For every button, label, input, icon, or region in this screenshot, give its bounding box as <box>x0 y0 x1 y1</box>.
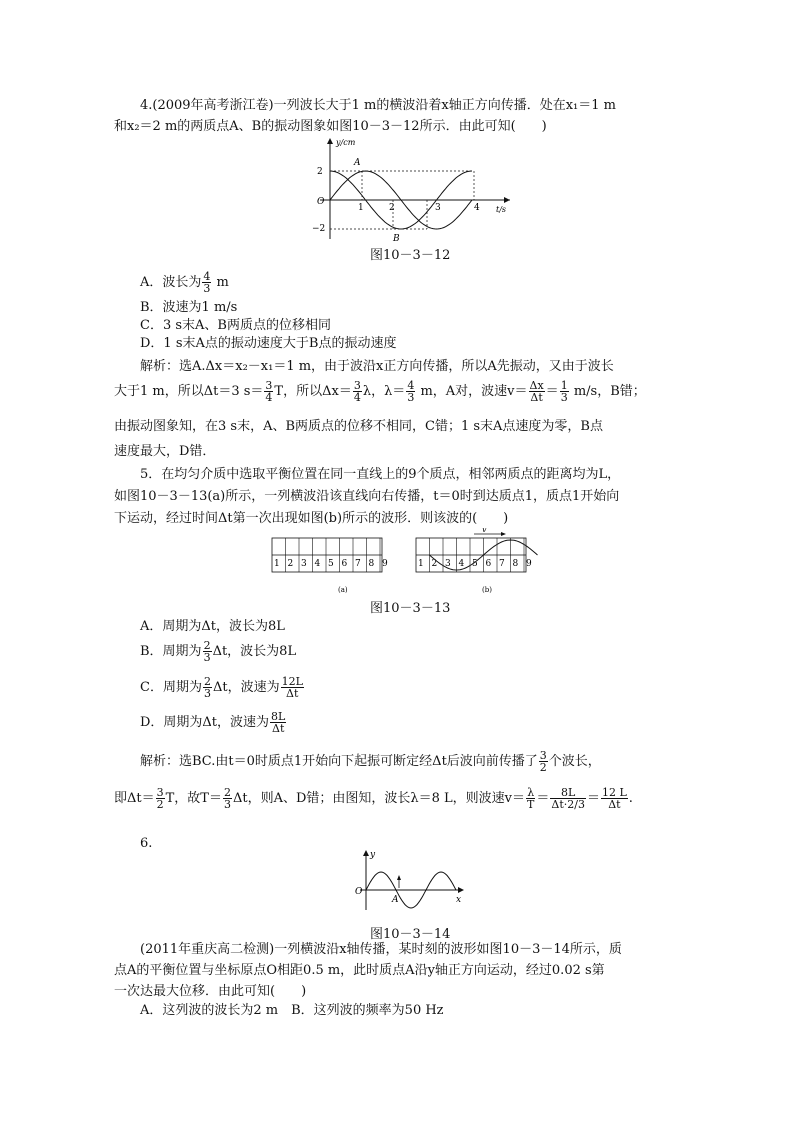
text: 大于1 m，所以Δt＝3 s＝ <box>114 384 264 399</box>
frac <box>353 380 362 403</box>
q6-line-2: 点A的平衡位置与坐标原点O相距0.5 m，此时质点A沿y轴正方向运动，经过0.02 s第 <box>114 963 605 978</box>
frac-num: 4 <box>203 270 211 283</box>
frac <box>406 380 415 403</box>
q4-option-d: D．1 s末A点的振动速度大于B点的振动速度 <box>140 336 397 351</box>
fig2-particle-label: 4 <box>458 559 465 569</box>
text: T，故T＝ <box>165 791 222 806</box>
fig2-v-arrowhead <box>501 532 506 536</box>
q5-option-d <box>140 711 287 734</box>
text: . <box>628 791 633 806</box>
frac <box>601 787 628 810</box>
q4-option-c: C．3 s末A、B两质点的位移相同 <box>140 318 331 333</box>
fig1-tick-4: 4 <box>474 203 480 213</box>
frac-num: 2 <box>223 786 231 799</box>
fig2-particle-label: 2 <box>287 559 294 569</box>
frac-num: 1 <box>560 379 568 392</box>
fig2-particle-label: 5 <box>328 559 334 569</box>
q5-solution-line-2 <box>114 787 633 810</box>
fig1-x-arrow <box>504 197 510 203</box>
fig2-particle-label: 9 <box>526 559 532 569</box>
fig1-origin: O <box>317 197 325 207</box>
fig2-particle-label: 7 <box>499 559 505 569</box>
fig3-y-arrow <box>363 850 369 856</box>
fig2-particle-label: 8 <box>512 559 519 569</box>
frac-num: 12L <box>281 675 303 688</box>
text: C．周期为 <box>140 680 202 695</box>
frac-num: 3 <box>539 749 547 762</box>
fig1-t-label: t/s <box>496 205 507 214</box>
frac-den: T <box>527 798 535 811</box>
fig3-point-a: A <box>392 895 399 905</box>
figure-10-3-13 <box>268 528 558 596</box>
frac-den: 3 <box>560 391 568 404</box>
frac <box>264 380 273 403</box>
frac-den: 2 <box>539 761 547 774</box>
fig2-particle-label: 1 <box>274 559 280 569</box>
frac-num: λ <box>527 786 535 799</box>
fig1-y-arrow <box>327 138 333 144</box>
fig3-x-label: x <box>456 895 462 905</box>
frac-num: 4 <box>407 379 415 392</box>
text: B．周期为 <box>140 644 202 659</box>
q4-option-b: B．波速为1 m/s <box>140 300 238 315</box>
frac-den: 3 <box>407 391 415 404</box>
frac <box>270 711 286 734</box>
q5-solution-line-1 <box>140 750 601 773</box>
text: λ，λ＝ <box>362 384 406 399</box>
frac <box>156 787 165 810</box>
frac-num: 2 <box>203 639 211 652</box>
frac <box>526 787 535 810</box>
q4-opt-a-frac <box>202 271 211 294</box>
text: Δt，波速为 <box>212 680 280 695</box>
q4-solution-line-3: 由振动图象知，在3 s末，A、B两质点的位移不相同，C错；1 s末A点速度为零，B点 <box>114 419 603 434</box>
text: 个波长， <box>548 754 601 769</box>
text: m，A对，波速v＝ <box>416 384 528 399</box>
q5-option-c <box>140 676 305 699</box>
fig3-y-label: y <box>370 850 376 860</box>
fig2-v-label: v <box>482 528 487 534</box>
fig2-particle-label: 1 <box>418 559 424 569</box>
text: ＝ <box>536 791 550 806</box>
frac-num: 8L <box>550 787 586 799</box>
fig2-panel-a <box>272 538 388 572</box>
frac-den: 3 <box>203 282 211 295</box>
text: 解析：选BC.由t＝0时质点1开始向下起振可断定经Δt后波向前传播了 <box>140 754 538 769</box>
fig1-point-b: B <box>393 234 400 244</box>
fig1-y-pos: 2 <box>317 167 323 177</box>
q5-figure-caption: 图10－3－13 <box>370 601 451 616</box>
frac-num: 2 <box>203 675 211 688</box>
fig2-panel-b <box>416 538 532 572</box>
q4-option-a <box>140 271 229 294</box>
fig2-particle-label: 4 <box>314 559 321 569</box>
frac-num: 3 <box>353 379 361 392</box>
q5-line-2: 如图10－3－13(a)所示，一列横波沿该直线向右传播，t＝0时到达质点1，质点1开始向 <box>114 489 620 504</box>
q6-number: 6. <box>140 836 153 851</box>
q4-line-2: 和x₂＝2 m的两质点A、B的振动图象如图10－3－12所示．由此可知( ) <box>114 119 547 134</box>
q5-line-1: 5．在均匀介质中选取平衡位置在同一直线上的9个质点，相邻两质点的距离均为L， <box>140 467 621 482</box>
q6-line-1: (2011年重庆高二检测)一列横波沿x轴传播，某时刻的波形如图10－3－14所示，质 <box>140 942 622 957</box>
q6-options-ab: A．这列波的波长为2 m B．这列波的频率为50 Hz <box>140 1003 444 1018</box>
frac-num: 3 <box>156 786 164 799</box>
fig2-particle-label: 3 <box>301 559 307 569</box>
fig2-particle-label: 5 <box>472 559 478 569</box>
fig2-particle-label: 9 <box>382 559 388 569</box>
frac-den: Δt <box>272 722 285 735</box>
q4-line-1: 4.(2009年高考浙江卷)一列波长大于1 m的横波沿着x轴正方向传播．处在x₁＝1 m <box>140 98 616 113</box>
q4-figure-caption: 图10－3－12 <box>370 248 451 263</box>
frac <box>529 380 545 403</box>
text: ＝ <box>545 384 559 399</box>
frac-den: Δt <box>286 687 299 700</box>
figure-10-3-12 <box>300 134 520 244</box>
frac <box>203 676 212 699</box>
text: D．周期为Δt，波速为 <box>140 715 270 730</box>
frac-den: 2 <box>156 798 164 811</box>
q6-figure-caption: 图10－3－14 <box>370 927 451 942</box>
text: 即Δt＝ <box>114 791 155 806</box>
frac-num: Δx <box>529 379 544 392</box>
q4-solution-line-2 <box>114 380 646 403</box>
frac-den: 3 <box>203 651 211 664</box>
frac-num: 12 L <box>601 786 627 799</box>
frac-den: 4 <box>265 391 273 404</box>
fig2-particle-label: 6 <box>485 559 492 569</box>
q5-line-3: 下运动，经过时间Δt第一次出现如图(b)所示的波形．则该波的( ) <box>114 511 509 526</box>
fig1-point-a: A <box>354 158 361 168</box>
frac-num: 3 <box>265 379 273 392</box>
frac-den: 3 <box>223 798 231 811</box>
q4-opt-a-post: m <box>212 275 229 290</box>
text: ＝ <box>586 791 600 806</box>
fig2-particle-label: 3 <box>445 559 451 569</box>
fig1-tick-2: 2 <box>389 203 395 213</box>
fig3-origin: O <box>355 887 363 897</box>
fig3-x-arrow <box>458 887 464 893</box>
frac-num: 8L <box>271 710 286 723</box>
fig1-tick-1: 1 <box>358 203 364 213</box>
fig2-particle-label: 7 <box>355 559 361 569</box>
frac <box>203 640 212 663</box>
frac <box>223 787 232 810</box>
frac-den: 3 <box>203 687 211 700</box>
frac <box>560 380 569 403</box>
q5-option-a: A．周期为Δt，波长为8L <box>140 619 285 634</box>
frac <box>550 787 586 810</box>
q6-line-3: 一次达最大位移．由此可知( ) <box>114 984 307 999</box>
figure-10-3-14 <box>352 848 467 914</box>
q5-option-b <box>140 640 296 663</box>
fig2-particle-label: 2 <box>431 559 438 569</box>
text: T，所以Δx＝ <box>274 384 352 399</box>
fig3-a-arrowhead <box>397 875 401 880</box>
frac-den: Δt <box>608 798 621 811</box>
fig2-particle-label: 6 <box>341 559 348 569</box>
frac-den: Δt·2/3 <box>551 798 585 811</box>
frac <box>539 750 548 773</box>
frac-den: Δt <box>530 391 543 404</box>
text: Δt，则A、D错；由图知，波长λ＝8 L，则波速v＝ <box>232 791 526 806</box>
fig2-sub-a: (a) <box>338 586 348 594</box>
fig2-particle-label: 8 <box>368 559 375 569</box>
q4-solution-line-4: 速度最大，D错． <box>114 444 216 459</box>
fig1-y-neg: −2 <box>312 224 326 234</box>
q4-opt-a-pre: A．波长为 <box>140 275 202 290</box>
q4-solution-line-1: 解析：选A.Δx＝x₂－x₁＝1 m，由于波沿x正方向传播，所以A先振动，又由于波长 <box>140 359 614 374</box>
text: m/s，B错； <box>569 384 646 399</box>
fig1-y-label: y/cm <box>336 138 356 147</box>
frac <box>281 676 304 699</box>
fig1-tick-3: 3 <box>435 203 441 213</box>
text: Δt，波长为8L <box>212 644 297 659</box>
frac-den: 4 <box>353 391 361 404</box>
fig2-sub-b: (b) <box>482 586 492 594</box>
